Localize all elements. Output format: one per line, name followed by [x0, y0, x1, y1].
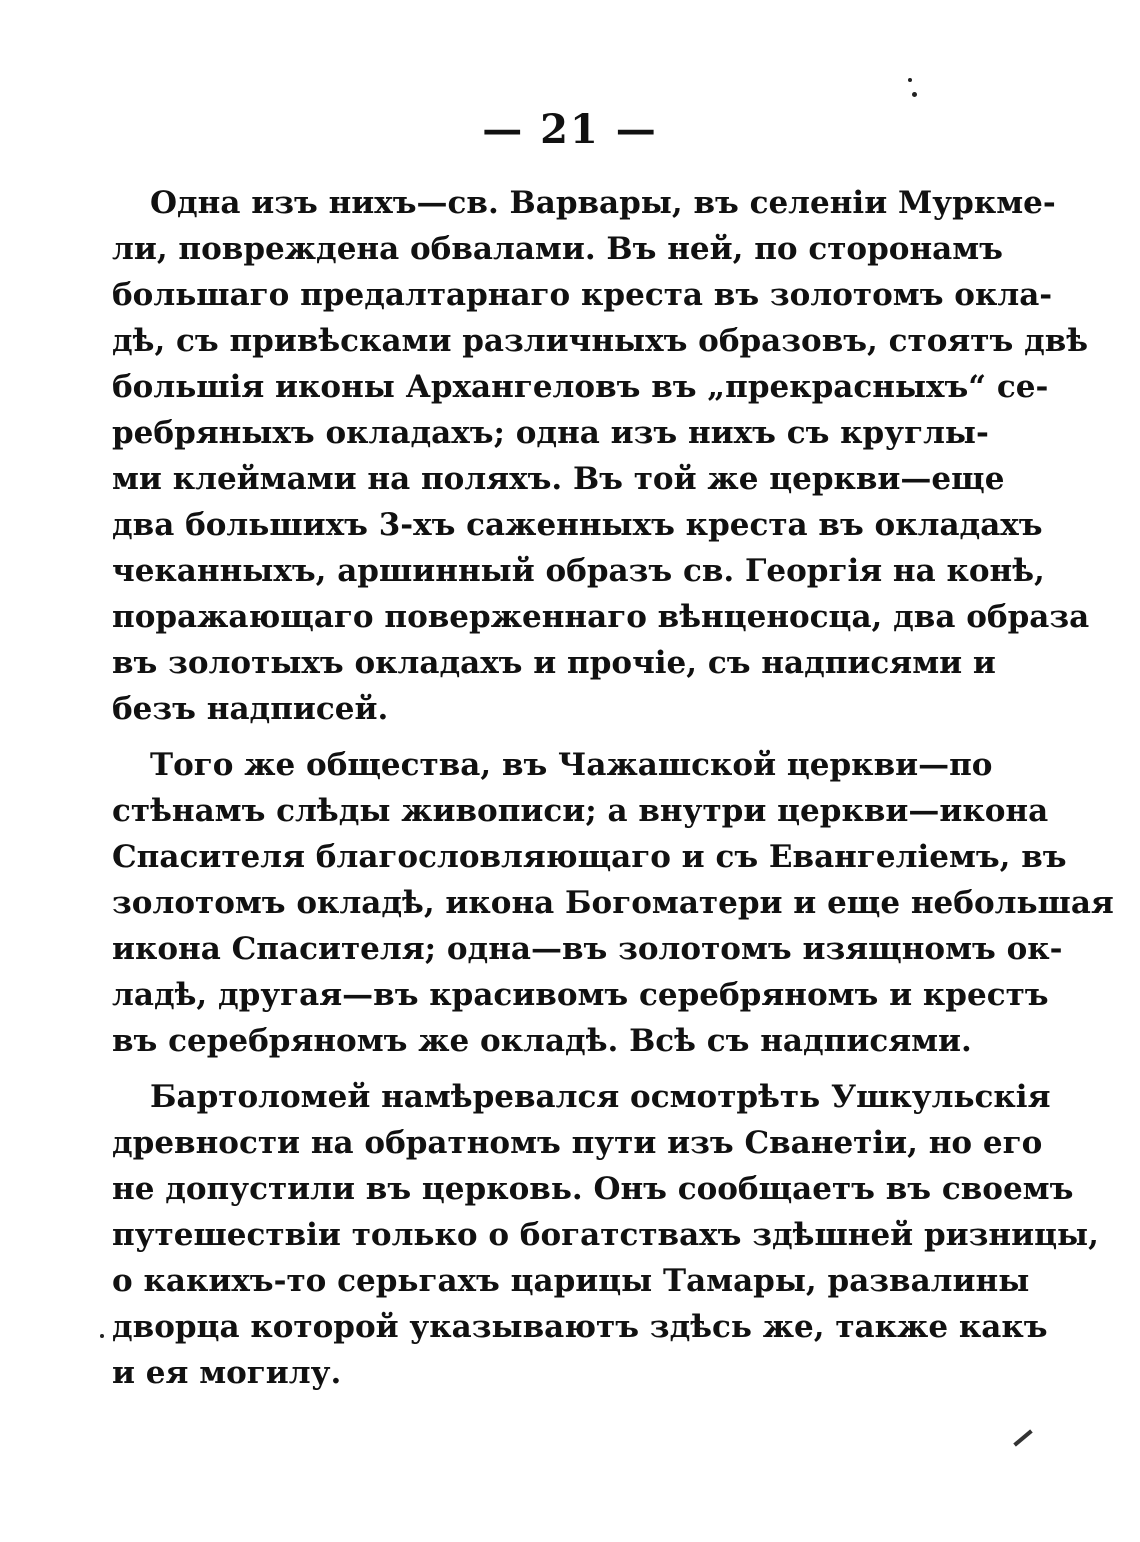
text-line: дворца которой указываютъ здѣсь же, также какъ [112, 1309, 1048, 1345]
text-line: Одна изъ нихъ—св. Варвары, въ селеніи Муркме- [150, 185, 1056, 221]
text-line: Того же общества, въ Чажашской церкви—по [150, 747, 993, 783]
scan-speck [908, 78, 912, 82]
text-line: дѣ, съ привѣсками различныхъ образовъ, стоятъ двѣ [112, 323, 1089, 359]
text-line: чеканныхъ, аршинный образъ св. Георгія на конѣ, [112, 553, 1045, 589]
text-line: въ серебряномъ же окладѣ. Всѣ съ надписями. [112, 1023, 972, 1059]
paragraph-3 [112, 1074, 1099, 1396]
text-line: древности на обратномъ пути изъ Сванетіи, но его [112, 1125, 1043, 1161]
text-line: стѣнамъ слѣды живописи; а внутри церкви—икона [112, 793, 1049, 829]
scan-speck [100, 1334, 104, 1338]
text-line: Бартоломей намѣревался осмотрѣть Ушкульскія [150, 1079, 1051, 1115]
text-line: ладѣ, другая—въ красивомъ серебряномъ и крестъ [112, 977, 1049, 1013]
text-line: безъ надписей. [112, 691, 389, 727]
text-line: въ золотыхъ окладахъ и прочіе, съ надписями и [112, 645, 996, 681]
text-line: два большихъ 3-хъ саженныхъ креста въ окладахъ [112, 507, 1043, 543]
text-line: ли, повреждена обвалами. Въ ней, по сторонамъ [112, 231, 1003, 267]
text-line: не допустили въ церковь. Онъ сообщаетъ въ своемъ [112, 1171, 1074, 1207]
page-number: — 21 — [482, 106, 658, 153]
text-line: Спасителя благословляющаго и съ Евангеліемъ, въ [112, 839, 1067, 875]
paragraph-1 [112, 180, 1090, 732]
text-line: большія иконы Архангеловъ въ „прекрасныхъ“ се- [112, 369, 1049, 405]
scan-mark [1013, 1429, 1032, 1446]
scan-speck [912, 92, 917, 97]
text-line: большаго предалтарнаго креста въ золотомъ окла- [112, 277, 1053, 313]
text-line: ми клеймами на поляхъ. Въ той же церкви—еще [112, 461, 1005, 497]
text-line: о какихъ-то серьгахъ царицы Тамары, развалины [112, 1263, 1030, 1299]
text-line: путешествіи только о богатствахъ здѣшней ризницы, [112, 1217, 1099, 1253]
paragraph-2 [112, 742, 1114, 1064]
text-line: поражающаго поверженнаго вѣнценосца, два образа [112, 599, 1090, 635]
text-line: икона Спасителя; одна—въ золотомъ изящномъ ок- [112, 931, 1063, 967]
text-line: золотомъ окладѣ, икона Богоматери и еще небольшая [112, 885, 1114, 921]
text-line: и ея могилу. [112, 1355, 342, 1391]
text-line: ребряныхъ окладахъ; одна изъ нихъ съ круглы- [112, 415, 989, 451]
body-text [112, 180, 1114, 1396]
